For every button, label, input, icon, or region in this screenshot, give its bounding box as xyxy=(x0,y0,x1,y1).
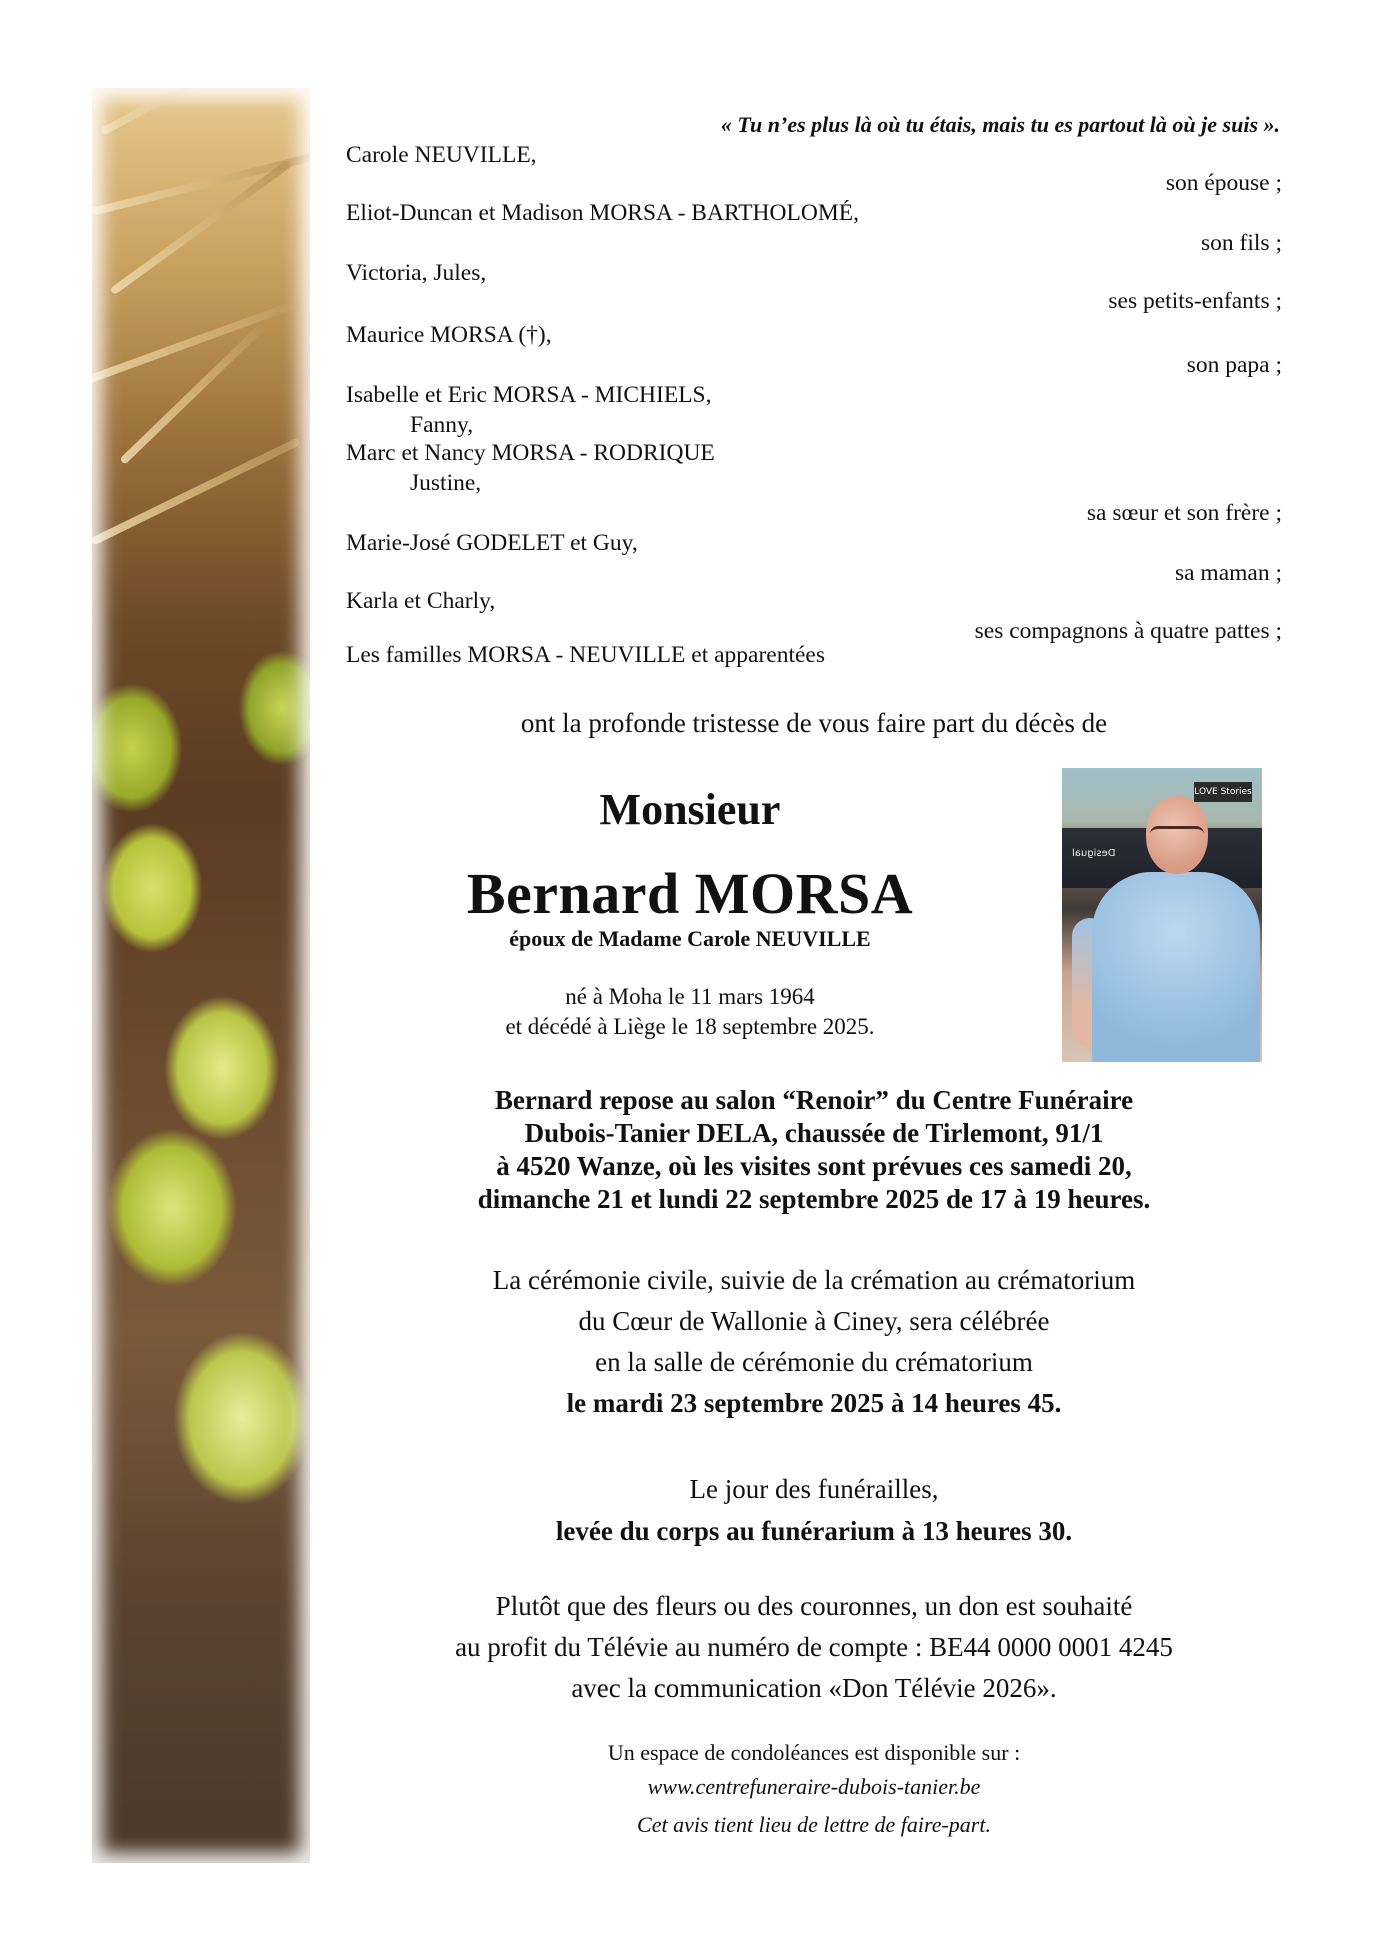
relation-label: son fils ; xyxy=(1201,230,1282,256)
deceased-dates xyxy=(400,982,980,1042)
shop-sign: LOVE Stories xyxy=(1194,782,1252,802)
family-member: Victoria, Jules, xyxy=(346,260,487,286)
condolences-text: Un espace de condoléances est disponible sur : xyxy=(607,1740,1021,1765)
family-member: Justine, xyxy=(410,470,482,496)
family-member: Les familles MORSA - NEUVILLE et apparentées xyxy=(346,642,826,668)
funeral-info xyxy=(346,1468,1282,1552)
ceremony-line: en la salle de cérémonie du crématorium xyxy=(595,1347,1033,1377)
deceased-name: Bernard MORSA xyxy=(466,861,914,926)
family-member: Marc et Nancy MORSA - RODRIQUE xyxy=(346,440,715,466)
viewing-info xyxy=(346,1084,1282,1216)
decorative-hops-wheat-band xyxy=(92,88,310,1863)
donation-line: Plutôt que des fleurs ou des couronnes, un don est souhaité xyxy=(495,1591,1133,1621)
ceremony-info xyxy=(346,1260,1282,1424)
donation-info xyxy=(346,1586,1282,1709)
death-line: et décédé à Liège le 18 septembre 2025. xyxy=(505,1014,875,1039)
viewing-line: dimanche 21 et lundi 22 septembre 2025 de 17 à 19 heures. xyxy=(477,1184,1151,1214)
shop-awning: Desigual xyxy=(1062,828,1262,888)
relation-label: ses petits-enfants ; xyxy=(1108,288,1282,314)
funeral-time: levée du corps au funérarium à 13 heures 30. xyxy=(555,1516,1073,1546)
notice-note: Cet avis tient lieu de lettre de faire-part. xyxy=(637,1812,991,1837)
condolences-url[interactable]: www.centrefuneraire-dubois-tanier.be xyxy=(647,1774,981,1799)
family-member: Marie-José GODELET et Guy, xyxy=(346,530,638,556)
family-member: Isabelle et Eric MORSA - MICHIELS, xyxy=(346,382,712,408)
donation-line: avec la communication «Don Télévie 2026». xyxy=(571,1673,1057,1703)
viewing-line: Dubois-Tanier DELA, chaussée de Tirlemont, 91/1 xyxy=(524,1118,1104,1148)
viewing-line: à 4520 Wanze, où les visites sont prévues ces samedi 20, xyxy=(496,1151,1132,1181)
deceased-spouse: époux de Madame Carole NEUVILLE xyxy=(509,926,871,951)
announcement-intro: ont la profonde tristesse de vous faire part du décès de xyxy=(520,708,1108,738)
relation-label: son épouse ; xyxy=(1165,170,1282,196)
family-member: Eliot-Duncan et Madison MORSA - BARTHOLOMÉ, xyxy=(346,200,859,226)
relation-label: son papa ; xyxy=(1186,352,1282,378)
family-member: Karla et Charly, xyxy=(346,588,496,614)
family-member: Fanny, xyxy=(410,412,474,438)
funeral-line: Le jour des funérailles, xyxy=(689,1474,939,1504)
deceased-title: Monsieur xyxy=(599,785,781,834)
relation-label: ses compagnons à quatre pattes ; xyxy=(974,618,1282,644)
viewing-line: Bernard repose au salon “Renoir” du Centre Funéraire xyxy=(494,1085,1134,1115)
epitaph-quote: « Tu n’es plus là où tu étais, mais tu es partout là où je suis ». xyxy=(720,112,1280,137)
ceremony-date: le mardi 23 septembre 2025 à 14 heures 45. xyxy=(566,1388,1062,1418)
birth-line: né à Moha le 11 mars 1964 xyxy=(565,984,815,1009)
relation-label: sa maman ; xyxy=(1174,560,1282,586)
donation-line: au profit du Télévie au numéro de compte : BE44 0000 0001 4245 xyxy=(455,1632,1173,1662)
relation-label: sa sœur et son frère ; xyxy=(1086,500,1282,526)
condolences-info xyxy=(346,1736,1282,1842)
ceremony-line: La cérémonie civile, suivie de la crémation au crématorium xyxy=(492,1265,1136,1295)
family-member: Carole NEUVILLE, xyxy=(346,142,537,168)
deceased-photo xyxy=(1062,768,1262,1062)
ceremony-line: du Cœur de Wallonie à Ciney, sera célébrée xyxy=(578,1306,1050,1336)
family-member: Maurice MORSA (†), xyxy=(346,322,552,348)
